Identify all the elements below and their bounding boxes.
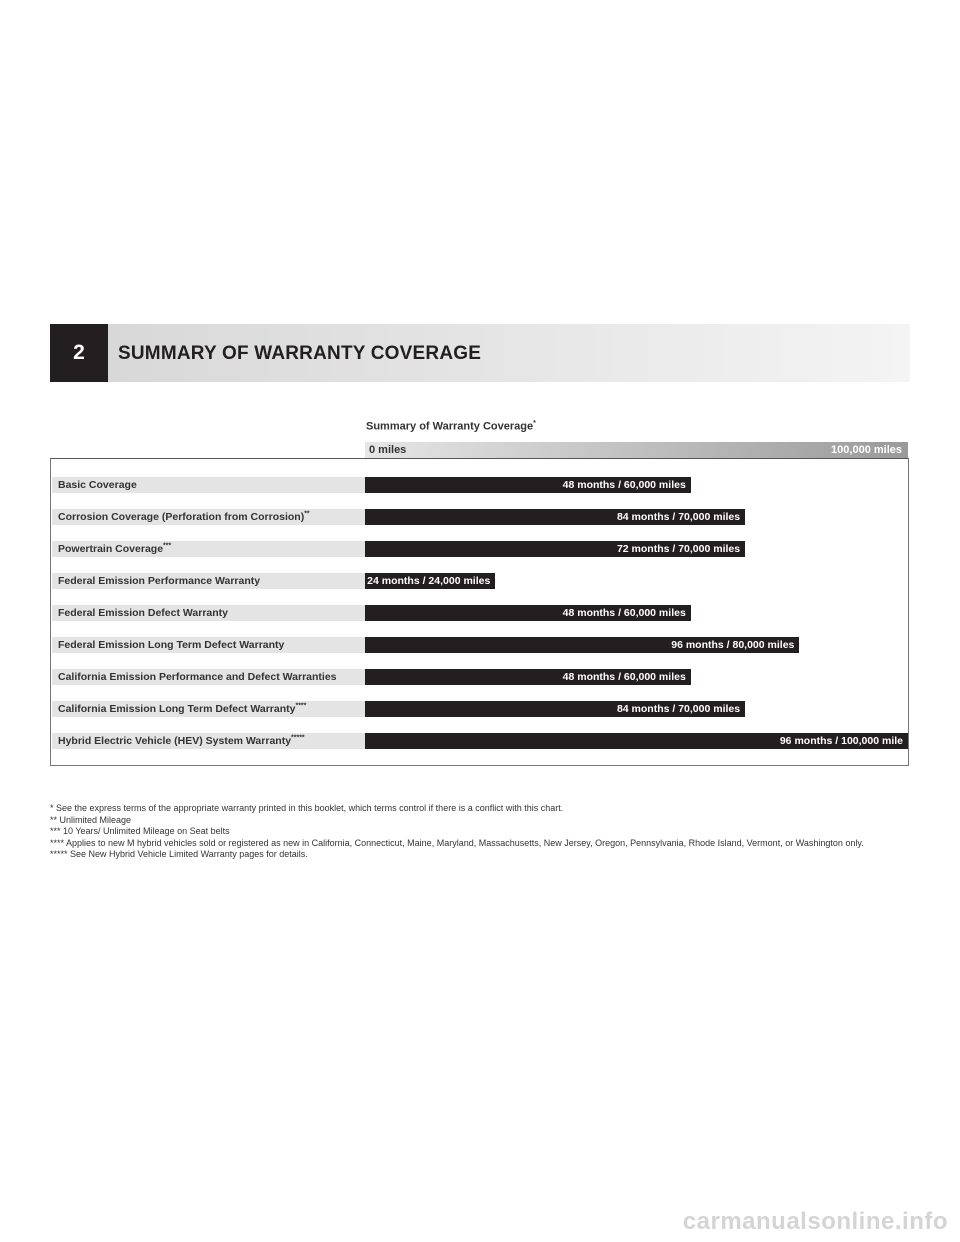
coverage-bar: 72 months / 70,000 miles (365, 541, 745, 557)
footnote-4: **** Applies to new M hybrid vehicles sold or registered as new in California, Connecticut, Maine, Maryland, Massachusetts, New Jersey, Oregon, Pennsylvania, Rhode Island, Vermont, or Washington only. (50, 837, 864, 848)
coverage-label: Federal Emission Long Term Defect Warranty (52, 637, 365, 653)
chart-title: Summary of Warranty Coverage* (366, 420, 536, 433)
scale-max-label: 100,000 miles (831, 444, 902, 456)
coverage-bar: 24 months / 24,000 miles (365, 573, 495, 589)
section-title: SUMMARY OF WARRANTY COVERAGE (118, 343, 482, 364)
coverage-bar: 96 months / 80,000 miles (365, 637, 799, 653)
watermark: carmanualsonline.info (682, 1208, 948, 1235)
footnote-3: *** 10 Years/ Unlimited Mileage on Seat belts (50, 826, 230, 836)
coverage-label: Federal Emission Defect Warranty (52, 605, 365, 621)
coverage-label: Hybrid Electric Vehicle (HEV) System Warranty***** (52, 733, 365, 749)
coverage-label: Federal Emission Performance Warranty (52, 573, 365, 589)
footnote-marker: ** (304, 510, 310, 518)
footnote-1: * See the express terms of the appropriate warranty printed in this booklet, which terms control if there is a conflict with this chart. (50, 803, 564, 813)
coverage-label: Basic Coverage (52, 477, 365, 493)
footnote-marker: *** (163, 542, 172, 550)
coverage-label: California Emission Long Term Defect Warranty**** (52, 701, 365, 717)
coverage-label: Corrosion Coverage (Perforation from Corrosion)** (52, 509, 365, 525)
coverage-bar: 96 months / 100,000 mile (365, 733, 908, 749)
coverage-bar: 48 months / 60,000 miles (365, 605, 691, 621)
scale-min-label: 0 miles (369, 444, 407, 456)
footnote-marker: **** (295, 702, 307, 710)
coverage-label: Powertrain Coverage*** (52, 541, 365, 557)
chapter-number: 2 (50, 324, 108, 382)
coverage-label: California Emission Performance and Defect Warranties (52, 669, 365, 685)
footnotes (50, 803, 910, 861)
coverage-bar: 48 months / 60,000 miles (365, 669, 691, 685)
coverage-bar: 84 months / 70,000 miles (365, 701, 745, 717)
coverage-bar: 84 months / 70,000 miles (365, 509, 745, 525)
footnote-marker: ***** (291, 734, 305, 742)
mileage-scale-bar (365, 442, 908, 458)
footnote-5: ***** See New Hybrid Vehicle Limited Warranty pages for details. (50, 849, 308, 859)
chart-title-marker: * (533, 420, 536, 427)
coverage-bar: 48 months / 60,000 miles (365, 477, 691, 493)
footnote-2: ** Unlimited Mileage (50, 814, 132, 825)
